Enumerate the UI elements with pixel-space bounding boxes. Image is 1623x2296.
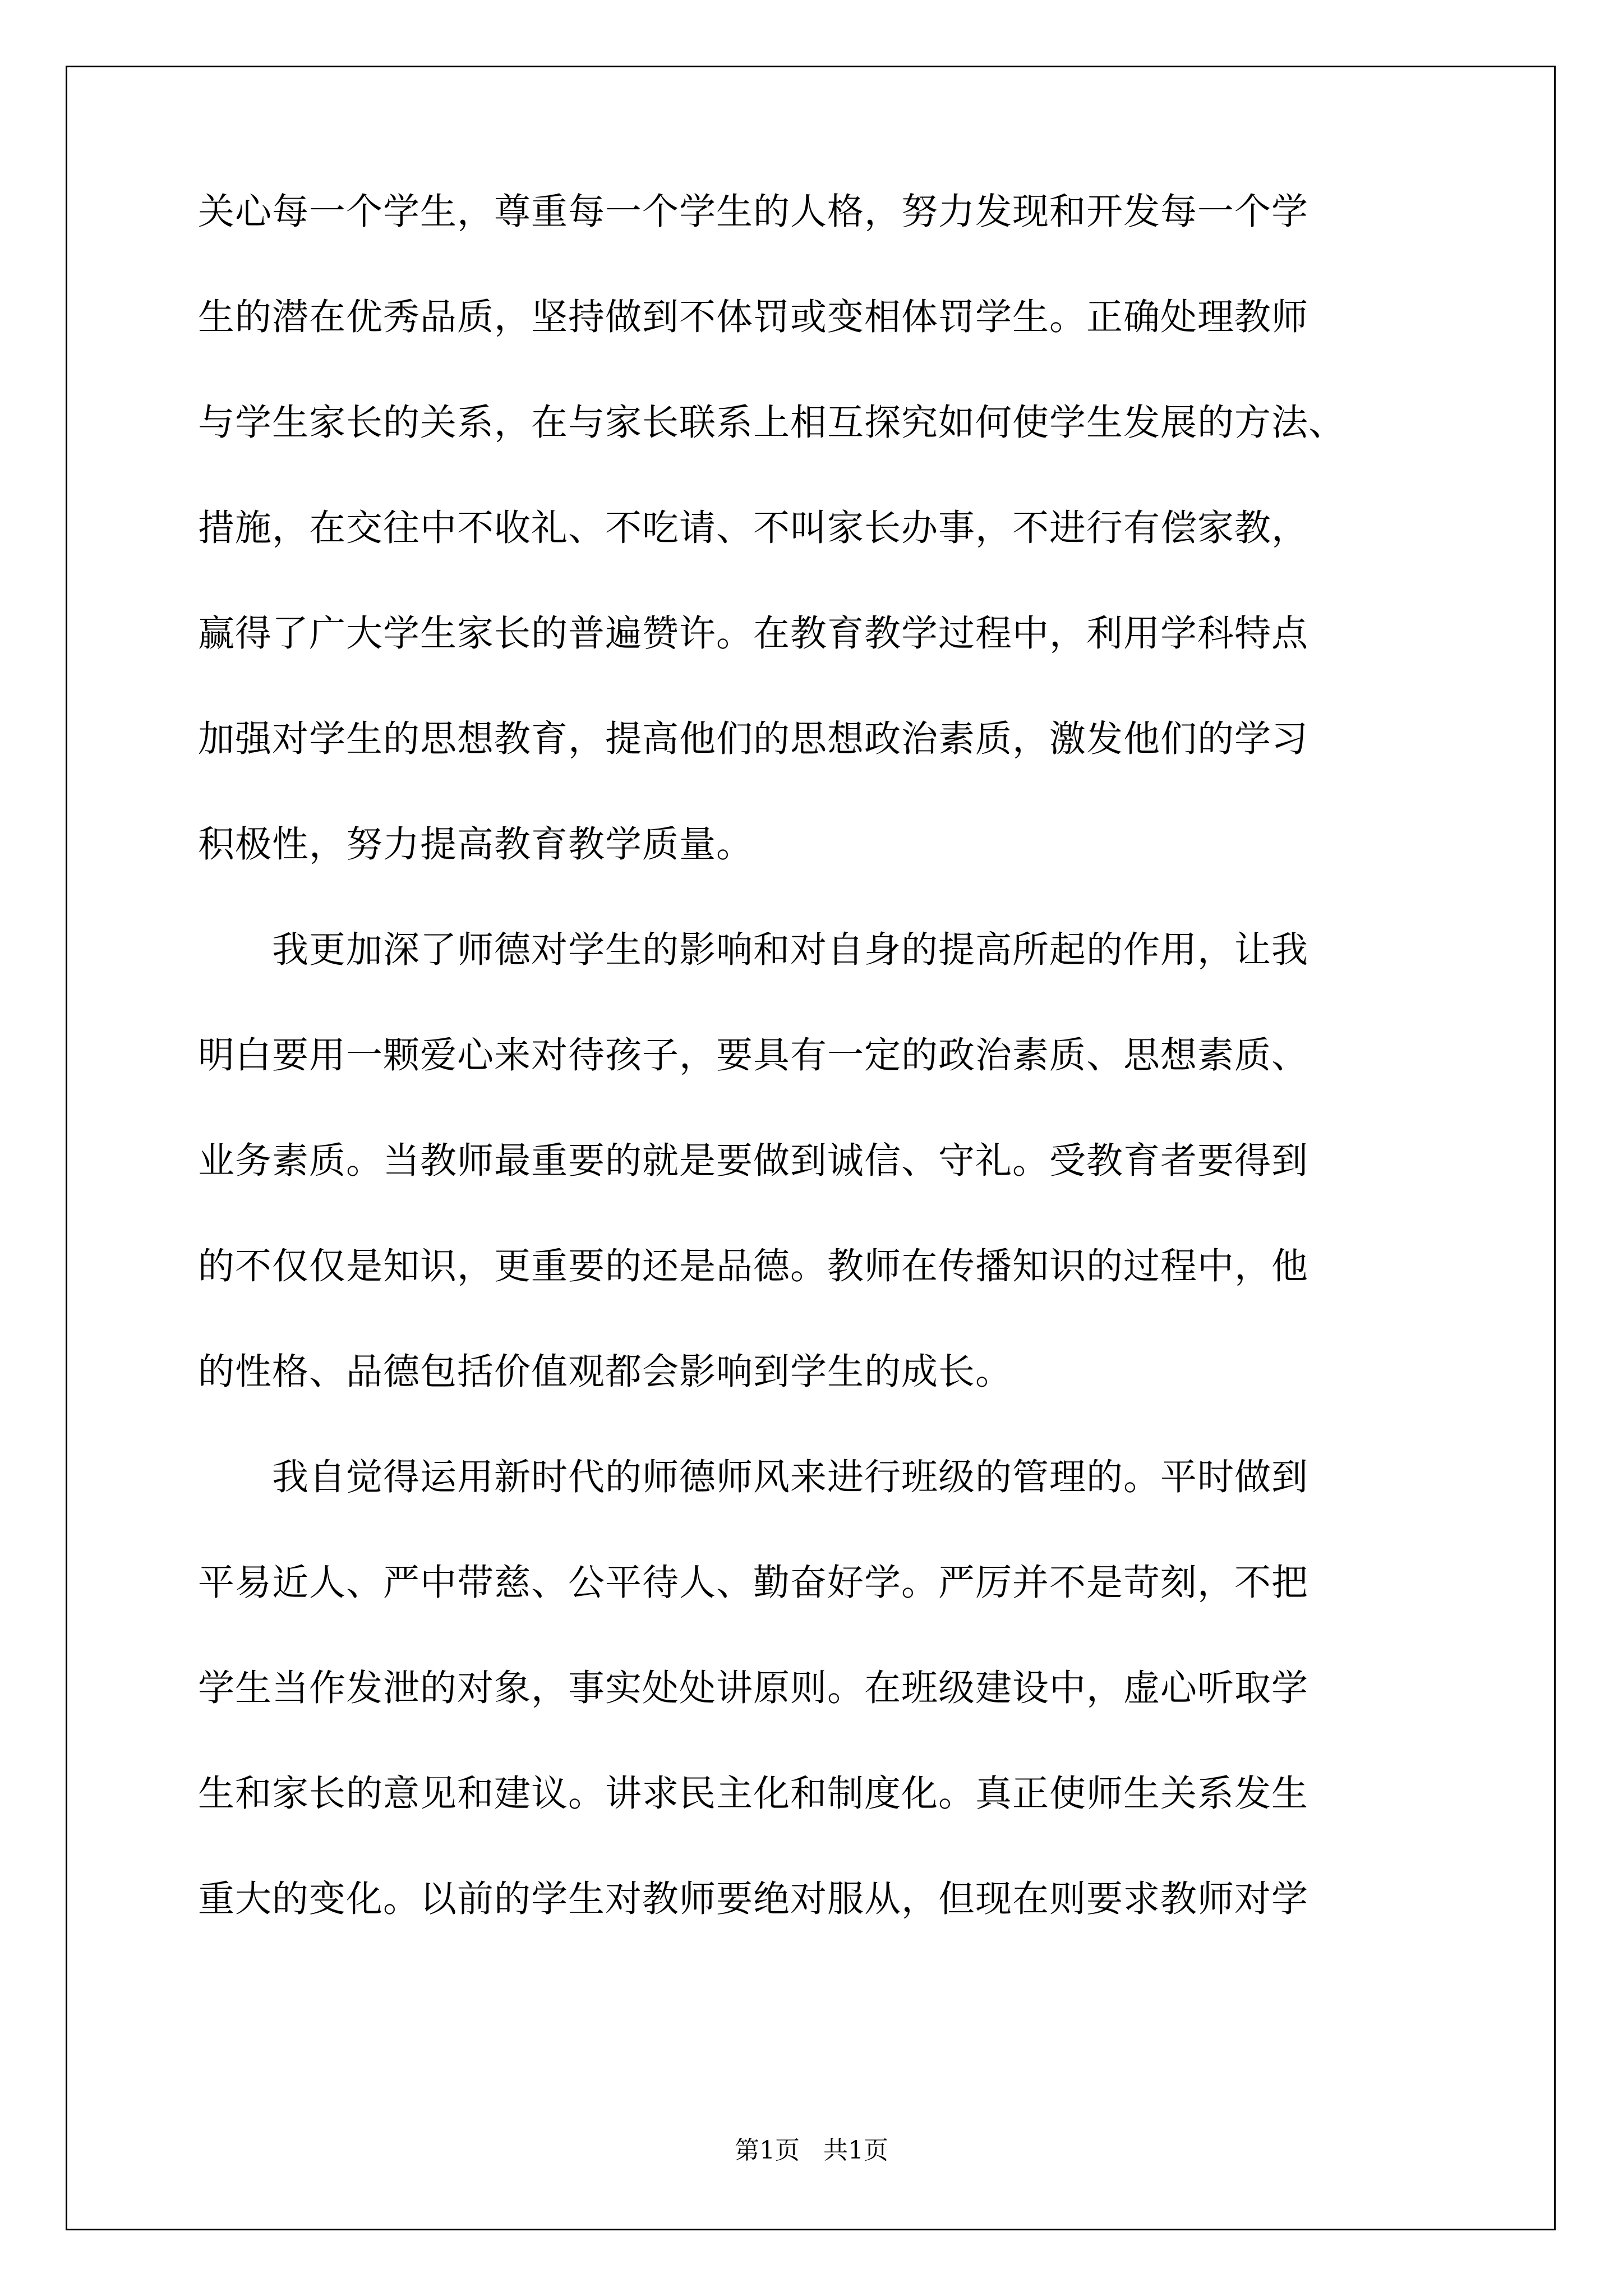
text-line: 加强对学生的思想教育，提高他们的思想政治素质，激发他们的学习 — [198, 718, 1309, 760]
text-line: 与学生家长的关系，在与家长联系上相互探究如何使学生发展的方法、 — [198, 402, 1346, 444]
text-line: 生和家长的意见和建议。讲求民主化和制度化。真正使师生关系发生 — [198, 1773, 1309, 1815]
text-line: 我更加深了师德对学生的影响和对自身的提高所起的作用，让我 — [198, 929, 1309, 971]
text-line: 明白要用一颗爱心来对待孩子，要具有一定的政治素质、思想素质、 — [198, 1034, 1309, 1076]
text-line: 学生当作发泄的对象，事实处处讲原则。在班级建设中，虚心听取学 — [198, 1667, 1309, 1709]
document-body — [198, 191, 1488, 1986]
text-line: 业务素质。当教师最重要的就是要做到诚信、守礼。受教育者要得到 — [198, 1140, 1309, 1182]
text-line: 平易近人、严中带慈、公平待人、勤奋好学。严厉并不是苛刻，不把 — [198, 1562, 1309, 1604]
text-line: 积极性，努力提高教育教学质量。 — [198, 823, 754, 866]
text-line: 生的潜在优秀品质，坚持做到不体罚或变相体罚学生。正确处理教师 — [198, 296, 1309, 338]
text-line: 我自觉得运用新时代的师德师风来进行班级的管理的。平时做到 — [198, 1456, 1309, 1498]
text-line: 关心每一个学生，尊重每一个学生的人格，努力发现和开发每一个学 — [198, 191, 1309, 233]
text-line: 措施，在交往中不收礼、不吃请、不叫家长办事，不进行有偿家教， — [198, 507, 1309, 549]
text-line: 的不仅仅是知识，更重要的还是品德。教师在传播知识的过程中，他 — [198, 1245, 1309, 1287]
page-footer: 第1页 共1页 — [735, 2136, 888, 2165]
text-line: 的性格、品德包括价值观都会影响到学生的成长。 — [198, 1351, 1013, 1393]
text-line: 重大的变化。以前的学生对教师要绝对服从，但现在则要求教师对学 — [198, 1878, 1309, 1920]
text-line: 赢得了广大学生家长的普遍赞许。在教育教学过程中，利用学科特点 — [198, 613, 1309, 655]
